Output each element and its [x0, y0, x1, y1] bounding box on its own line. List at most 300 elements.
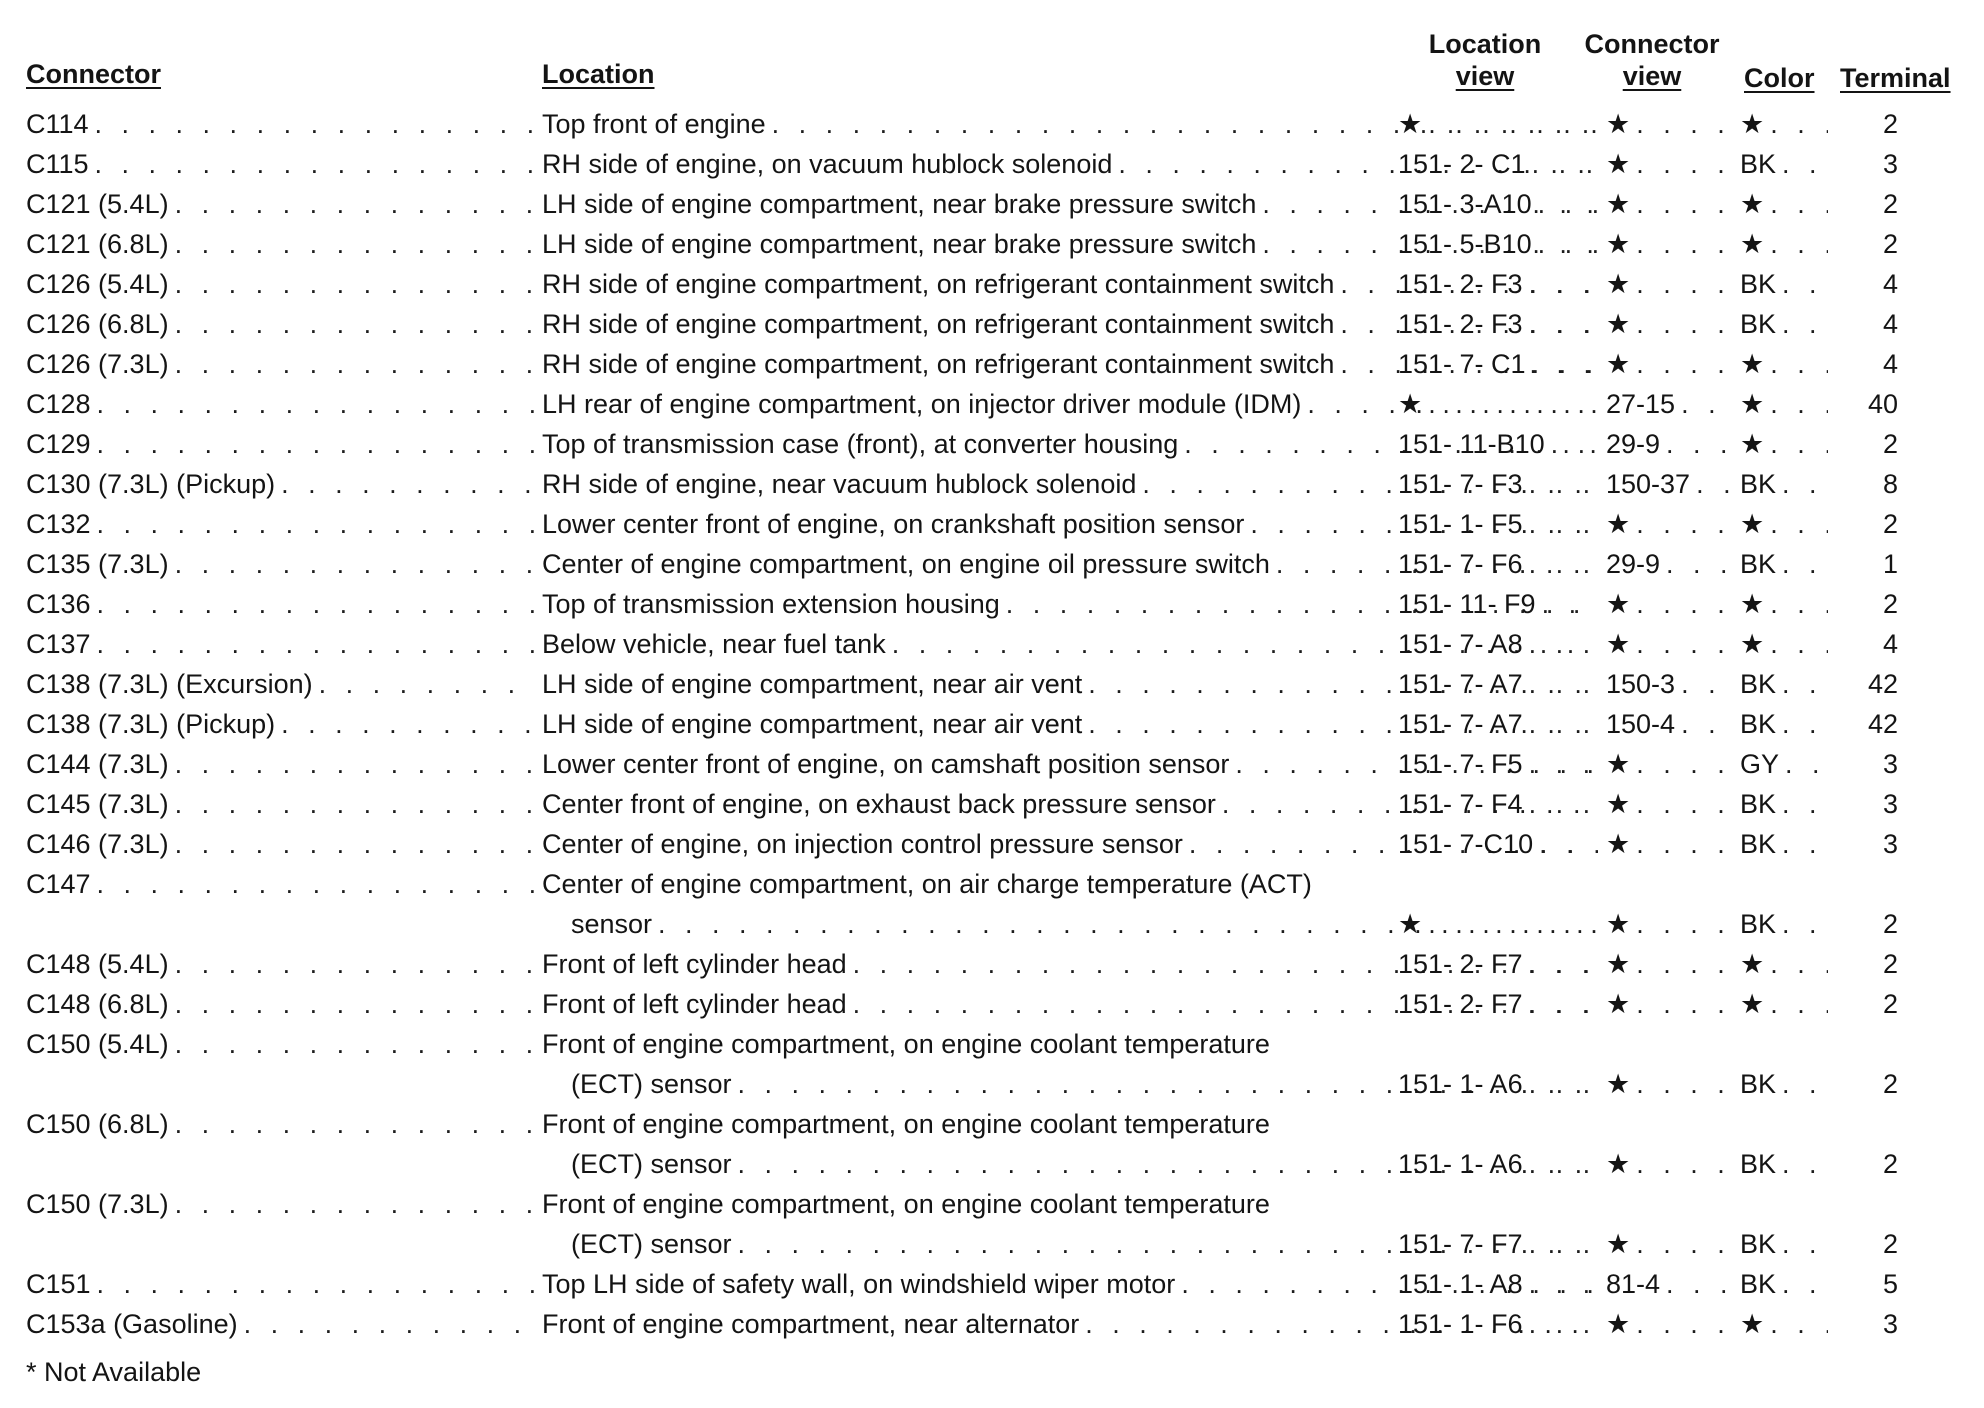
- terminal-value: 3: [1882, 829, 1898, 859]
- connector-view-cell-text: 81-4: [1606, 1269, 1661, 1299]
- location-view-cell-text: 151- 11- F9: [1398, 589, 1536, 619]
- table-row: [0, 864, 1984, 904]
- terminal-cell: [1828, 704, 1898, 744]
- dot-leader: [1782, 304, 1828, 344]
- location-view-cell: [1398, 1264, 1598, 1304]
- dot-leader: [1636, 1304, 1731, 1344]
- terminal-value: 42: [1867, 709, 1898, 739]
- dot-leader: [1529, 984, 1598, 1024]
- terminal-value: 4: [1882, 269, 1898, 299]
- location-view-cell: [1398, 824, 1598, 864]
- terminal-cell: [1828, 424, 1898, 464]
- connector-cell-text: C129: [26, 429, 91, 459]
- connector-cell: [26, 784, 534, 824]
- dot-leader: [1770, 424, 1828, 464]
- connector-view-cell: [1606, 344, 1731, 384]
- terminal-cell: [1828, 1144, 1898, 1184]
- location-view-cell: [1398, 304, 1598, 344]
- dot-leader: [175, 744, 534, 784]
- location-view-cell-text: 151- 3-A10: [1398, 189, 1532, 219]
- location-cell-text: Front of left cylinder head: [542, 989, 847, 1019]
- header-terminal: Terminal: [1840, 63, 1951, 93]
- location-view-cell-text: 151- 7- F4: [1398, 789, 1523, 819]
- connector-cell: [26, 624, 534, 664]
- color-cell-text: GY: [1740, 749, 1780, 779]
- terminal-cell: [1828, 1224, 1898, 1264]
- connector-view-cell: [1606, 384, 1731, 424]
- dot-leader: [1636, 304, 1731, 344]
- connector-view-cell: [1606, 144, 1731, 184]
- terminal-cell: [1828, 464, 1898, 504]
- connector-cell: [26, 664, 534, 704]
- connector-cell: [26, 744, 534, 784]
- dot-leader: [1782, 464, 1828, 504]
- table-row: [0, 464, 1984, 504]
- dot-leader: [175, 224, 534, 264]
- location-cont-cell-text: sensor: [571, 909, 653, 939]
- terminal-cell: [1828, 664, 1898, 704]
- table-row-continuation: [0, 1224, 1984, 1264]
- connector-cell: [26, 184, 534, 224]
- connector-cell: [26, 1104, 534, 1144]
- terminal-cell: [1828, 344, 1898, 384]
- location-view-cell: [1398, 664, 1598, 704]
- location-view-cell-text: 151- 7- A7: [1398, 709, 1523, 739]
- connector-view-cell-text: 29-9: [1606, 429, 1661, 459]
- terminal-value: 2: [1882, 949, 1898, 979]
- dot-leader: [175, 184, 534, 224]
- header-connector: Connector: [26, 59, 161, 89]
- location-cell: [542, 1104, 1596, 1144]
- connector-cell: [26, 864, 534, 904]
- terminal-cell: [1828, 544, 1898, 584]
- dot-leader: [1770, 1304, 1828, 1344]
- location-view-cell-text: 151- 7- C1: [1398, 349, 1526, 379]
- location-cell-text: RH side of engine, on vacuum hublock solenoid: [542, 149, 1113, 179]
- location-cont-cell-text: (ECT) sensor: [571, 1069, 732, 1099]
- location-cell-text: RH side of engine compartment, on refrigerant containment switch: [542, 349, 1335, 379]
- table-row: [0, 1264, 1984, 1304]
- header-color: Color: [1744, 63, 1815, 93]
- color-cell-text: ★: [1740, 109, 1765, 139]
- dot-leader: [1770, 344, 1828, 384]
- connector-cell: [26, 304, 534, 344]
- dot-leader: [1529, 704, 1598, 744]
- dot-leader: [1782, 544, 1828, 584]
- location-view-cell: [1398, 344, 1598, 384]
- connector-view-cell: [1606, 984, 1731, 1024]
- connector-view-cell: [1606, 504, 1731, 544]
- location-view-cell-text: 151- 1- A8: [1398, 1269, 1523, 1299]
- dot-leader: [1529, 464, 1598, 504]
- location-cell: [542, 1184, 1596, 1224]
- table-row: [0, 664, 1984, 704]
- table-row: [0, 1104, 1984, 1144]
- table-row: [0, 1304, 1984, 1344]
- connector-cell-text: C121 (6.8L): [26, 229, 169, 259]
- location-cont-cell-text: (ECT) sensor: [571, 1149, 732, 1179]
- connector-cell-text: C146 (7.3L): [26, 829, 169, 859]
- color-cell: [1740, 384, 1828, 424]
- location-view-cell-text: 151- 11-B10: [1398, 429, 1545, 459]
- table-row: [0, 504, 1984, 544]
- color-cell: [1740, 344, 1828, 384]
- dot-leader: [1696, 464, 1731, 504]
- connector-view-cell: [1606, 184, 1731, 224]
- color-cell: [1740, 464, 1828, 504]
- dot-leader: [1529, 264, 1598, 304]
- dot-leader: [1529, 944, 1598, 984]
- connector-view-cell-text: ★: [1606, 149, 1631, 179]
- dot-leader: [1529, 664, 1598, 704]
- dot-leader: [1636, 1224, 1731, 1264]
- connector-view-cell: [1606, 1144, 1731, 1184]
- dot-leader: [1538, 224, 1598, 264]
- dot-leader: [1681, 664, 1731, 704]
- dot-leader: [1636, 904, 1731, 944]
- connector-cell: [26, 944, 534, 984]
- location-view-cell-text: 151- 7- F7: [1398, 1229, 1523, 1259]
- color-cell-text: BK: [1740, 1069, 1777, 1099]
- location-view-cell: [1398, 704, 1598, 744]
- connector-cell-text: C126 (7.3L): [26, 349, 169, 379]
- dot-leader: [1770, 984, 1828, 1024]
- location-cell-text: LH side of engine compartment, near air vent: [542, 669, 1083, 699]
- terminal-cell: [1828, 584, 1898, 624]
- dot-leader: [1529, 304, 1598, 344]
- connector-view-cell-text: ★: [1606, 909, 1631, 939]
- color-cell: [1740, 584, 1828, 624]
- dot-leader: [175, 784, 534, 824]
- color-cell: [1740, 224, 1828, 264]
- connector-view-cell-text: ★: [1606, 1069, 1631, 1099]
- dot-leader: [1782, 1144, 1828, 1184]
- terminal-cell: [1828, 744, 1898, 784]
- dot-leader: [1782, 1224, 1828, 1264]
- location-cell-text: Front of engine compartment, on engine coolant temperature: [542, 1029, 1270, 1059]
- connector-view-cell-text: ★: [1606, 109, 1631, 139]
- connector-cell-text: C145 (7.3L): [26, 789, 169, 819]
- color-cell-text: ★: [1740, 349, 1765, 379]
- location-cell-text: Lower center front of engine, on crankshaft position sensor: [542, 509, 1245, 539]
- connector-cell: [26, 344, 534, 384]
- color-cell-text: BK: [1740, 709, 1777, 739]
- dot-leader: [1782, 264, 1828, 304]
- dot-leader: [1782, 824, 1828, 864]
- connector-cell-text: C135 (7.3L): [26, 549, 169, 579]
- connector-cell-text: C148 (5.4L): [26, 949, 169, 979]
- table-row-continuation: [0, 1064, 1984, 1104]
- connector-view-cell-text: ★: [1606, 749, 1631, 779]
- connector-cell: [26, 224, 534, 264]
- color-cell-text: BK: [1740, 669, 1777, 699]
- location-view-cell: [1398, 384, 1598, 424]
- color-cell: [1740, 784, 1828, 824]
- dot-leader: [1636, 1144, 1731, 1184]
- location-view-cell: [1398, 984, 1598, 1024]
- location-cell-text: Top of transmission extension housing: [542, 589, 1000, 619]
- terminal-value: 2: [1882, 589, 1898, 619]
- dot-leader: [1529, 1224, 1598, 1264]
- table-row: [0, 584, 1984, 624]
- terminal-value: 2: [1882, 109, 1898, 139]
- location-view-cell-text: ★: [1398, 109, 1423, 139]
- color-cell: [1740, 424, 1828, 464]
- dot-leader: [1636, 784, 1731, 824]
- table-row: [0, 264, 1984, 304]
- location-view-cell: [1398, 464, 1598, 504]
- dot-leader: [1529, 544, 1598, 584]
- connector-cell-text: C138 (7.3L) (Pickup): [26, 709, 276, 739]
- dot-leader: [1529, 784, 1598, 824]
- terminal-value: 40: [1867, 389, 1898, 419]
- connector-cell: [26, 384, 534, 424]
- dot-leader: [175, 944, 534, 984]
- color-cell-text: BK: [1740, 309, 1777, 339]
- dot-leader: [1636, 944, 1731, 984]
- terminal-value: 5: [1882, 1269, 1898, 1299]
- color-cell: [1740, 304, 1828, 344]
- location-view-cell-text: 151- 7- A7: [1398, 669, 1523, 699]
- terminal-cell: [1828, 784, 1898, 824]
- terminal-cell: [1828, 624, 1898, 664]
- terminal-value: 42: [1867, 669, 1898, 699]
- dot-leader: [1782, 664, 1828, 704]
- terminal-value: 2: [1882, 509, 1898, 539]
- connector-view-cell-text: ★: [1606, 1309, 1631, 1339]
- table-row: [0, 544, 1984, 584]
- dot-leader: [1532, 144, 1598, 184]
- terminal-cell: [1828, 264, 1898, 304]
- table-row: [0, 1184, 1984, 1224]
- connector-cell: [26, 104, 534, 144]
- dot-leader: [1636, 184, 1731, 224]
- terminal-value: 1: [1882, 549, 1898, 579]
- terminal-value: 4: [1882, 349, 1898, 379]
- location-view-cell: [1398, 1064, 1598, 1104]
- connector-view-cell-text: ★: [1606, 629, 1631, 659]
- location-cell: [542, 1024, 1596, 1064]
- connector-view-cell-text: 150-4: [1606, 709, 1676, 739]
- connector-cell: [26, 264, 534, 304]
- location-cell-text: Top LH side of safety wall, on windshield wiper motor: [542, 1269, 1176, 1299]
- footnote: * Not Available: [26, 1357, 202, 1387]
- color-cell: [1740, 904, 1828, 944]
- table-row: [0, 624, 1984, 664]
- dot-leader: [1770, 944, 1828, 984]
- location-view-cell: [1398, 1144, 1598, 1184]
- connector-view-cell-text: 27-15: [1606, 389, 1676, 419]
- color-cell: [1740, 624, 1828, 664]
- dot-leader: [1542, 584, 1598, 624]
- table-row: [0, 184, 1984, 224]
- connector-cell-text: C150 (5.4L): [26, 1029, 169, 1059]
- location-view-cell-text: ★: [1398, 389, 1423, 419]
- connector-cell-text: C137: [26, 629, 91, 659]
- dot-leader: [1529, 1264, 1598, 1304]
- table-row: [0, 144, 1984, 184]
- dot-leader: [1636, 224, 1731, 264]
- dot-leader: [1770, 504, 1828, 544]
- location-view-cell-text: 151- 1- A6: [1398, 1069, 1523, 1099]
- location-cell-text: Top front of engine: [542, 109, 766, 139]
- location-view-cell: [1398, 424, 1598, 464]
- connector-cell: [26, 824, 534, 864]
- terminal-cell: [1828, 184, 1898, 224]
- color-cell: [1740, 704, 1828, 744]
- dot-leader: [97, 384, 534, 424]
- color-cell-text: BK: [1740, 469, 1777, 499]
- location-cell-text: Center front of engine, on exhaust back pressure sensor: [542, 789, 1216, 819]
- color-cell: [1740, 824, 1828, 864]
- color-cell-text: ★: [1740, 949, 1765, 979]
- location-view-cell-text: 151- 2- F7: [1398, 949, 1523, 979]
- dot-leader: [175, 544, 534, 584]
- dot-leader: [1782, 704, 1828, 744]
- location-view-cell: [1398, 184, 1598, 224]
- connector-view-cell: [1606, 104, 1731, 144]
- color-cell-text: BK: [1740, 549, 1777, 579]
- terminal-cell: [1828, 304, 1898, 344]
- terminal-value: 2: [1882, 429, 1898, 459]
- location-view-cell-text: 151- 7- A8: [1398, 629, 1523, 659]
- dot-leader: [1636, 824, 1731, 864]
- color-cell-text: ★: [1740, 229, 1765, 259]
- location-view-cell-text: 151- 7- F6: [1398, 549, 1523, 579]
- terminal-cell: [1828, 984, 1898, 1024]
- dot-leader: [97, 864, 534, 904]
- location-view-cell: [1398, 904, 1598, 944]
- connector-cell: [26, 544, 534, 584]
- connector-cell-text: C128: [26, 389, 91, 419]
- dot-leader: [1539, 824, 1598, 864]
- dot-leader: [1636, 144, 1731, 184]
- dot-leader: [95, 144, 534, 184]
- dot-leader: [175, 1184, 534, 1224]
- location-cell-text: LH rear of engine compartment, on injector driver module (IDM): [542, 389, 1302, 419]
- table-row: [0, 824, 1984, 864]
- connector-cell-text: C151: [26, 1269, 91, 1299]
- header-connector-view: Connector view: [1584, 29, 1720, 91]
- connector-view-cell: [1606, 584, 1731, 624]
- connector-view-cell: [1606, 944, 1731, 984]
- dot-leader: [1782, 904, 1828, 944]
- terminal-value: 2: [1882, 229, 1898, 259]
- dot-leader: [1428, 904, 1598, 944]
- dot-leader: [1636, 744, 1731, 784]
- dot-leader: [1636, 1064, 1731, 1104]
- color-cell: [1740, 184, 1828, 224]
- connector-view-cell: [1606, 224, 1731, 264]
- dot-leader: [175, 824, 534, 864]
- dot-leader: [1636, 504, 1731, 544]
- connector-cell: [26, 584, 534, 624]
- connector-view-cell: [1606, 464, 1731, 504]
- color-cell-text: BK: [1740, 269, 1777, 299]
- connector-view-cell-text: ★: [1606, 829, 1631, 859]
- connector-cell-text: C136: [26, 589, 91, 619]
- terminal-value: 4: [1882, 629, 1898, 659]
- terminal-value: 2: [1882, 1149, 1898, 1179]
- connector-view-cell-text: 150-37: [1606, 469, 1691, 499]
- location-cell-text: Front of engine compartment, on engine coolant temperature: [542, 1189, 1270, 1219]
- terminal-cell: [1828, 904, 1898, 944]
- dot-leader: [1770, 224, 1828, 264]
- terminal-cell: [1828, 824, 1898, 864]
- connector-view-cell-text: ★: [1606, 949, 1631, 979]
- location-cell-text: Front of engine compartment, near alternator: [542, 1309, 1080, 1339]
- terminal-cell: [1828, 1304, 1898, 1344]
- dot-leader: [1551, 424, 1598, 464]
- terminal-cell: [1828, 144, 1898, 184]
- color-cell: [1740, 264, 1828, 304]
- table-row: [0, 1024, 1984, 1064]
- dot-leader: [1770, 584, 1828, 624]
- connector-view-cell: [1606, 664, 1731, 704]
- dot-leader: [319, 664, 534, 704]
- dot-leader: [175, 984, 534, 1024]
- dot-leader: [1770, 624, 1828, 664]
- color-cell-text: ★: [1740, 429, 1765, 459]
- location-cell-text: Front of left cylinder head: [542, 949, 847, 979]
- location-view-cell: [1398, 544, 1598, 584]
- connector-view-cell-text: ★: [1606, 509, 1631, 539]
- connector-view-cell: [1606, 824, 1731, 864]
- connector-cell: [26, 1184, 534, 1224]
- location-cell-text: LH side of engine compartment, near air vent: [542, 709, 1083, 739]
- color-cell-text: BK: [1740, 909, 1777, 939]
- dot-leader: [1681, 384, 1731, 424]
- connector-view-cell: [1606, 264, 1731, 304]
- dot-leader: [1428, 384, 1598, 424]
- connector-view-cell-text: 29-9: [1606, 549, 1661, 579]
- dot-leader: [1538, 184, 1598, 224]
- color-cell: [1740, 1144, 1828, 1184]
- terminal-cell: [1828, 224, 1898, 264]
- connector-view-cell-text: ★: [1606, 229, 1631, 259]
- color-cell: [1740, 744, 1828, 784]
- connector-view-cell: [1606, 784, 1731, 824]
- color-cell: [1740, 144, 1828, 184]
- terminal-cell: [1828, 384, 1898, 424]
- connector-view-cell: [1606, 624, 1731, 664]
- location-cell-text: RH side of engine compartment, on refrigerant containment switch: [542, 269, 1335, 299]
- connector-cell: [26, 704, 534, 744]
- terminal-cell: [1828, 1064, 1898, 1104]
- dot-leader: [175, 1104, 534, 1144]
- location-cell-text: Front of engine compartment, on engine coolant temperature: [542, 1109, 1270, 1139]
- dot-leader: [175, 264, 534, 304]
- location-view-cell-text: 151- 5-B10: [1398, 229, 1532, 259]
- color-cell: [1740, 1264, 1828, 1304]
- connector-cell: [26, 1024, 534, 1064]
- location-view-cell: [1398, 504, 1598, 544]
- connector-cell: [26, 424, 534, 464]
- dot-leader: [1428, 104, 1598, 144]
- dot-leader: [175, 304, 534, 344]
- location-view-cell-text: 151- 7- F5: [1398, 749, 1523, 779]
- location-cell-text: Center of engine, on injection control pressure sensor: [542, 829, 1183, 859]
- connector-cell-text: C138 (7.3L) (Excursion): [26, 669, 313, 699]
- location-view-cell-text: 151- 1- F6: [1398, 1309, 1523, 1339]
- location-cell-text: RH side of engine, near vacuum hublock solenoid: [542, 469, 1137, 499]
- connector-cell-text: C150 (6.8L): [26, 1109, 169, 1139]
- connector-cell-text: C153a (Gasoline): [26, 1309, 238, 1339]
- color-cell: [1740, 1224, 1828, 1264]
- color-cell: [1740, 544, 1828, 584]
- connector-view-cell-text: ★: [1606, 589, 1631, 619]
- connector-view-cell-text: ★: [1606, 1149, 1631, 1179]
